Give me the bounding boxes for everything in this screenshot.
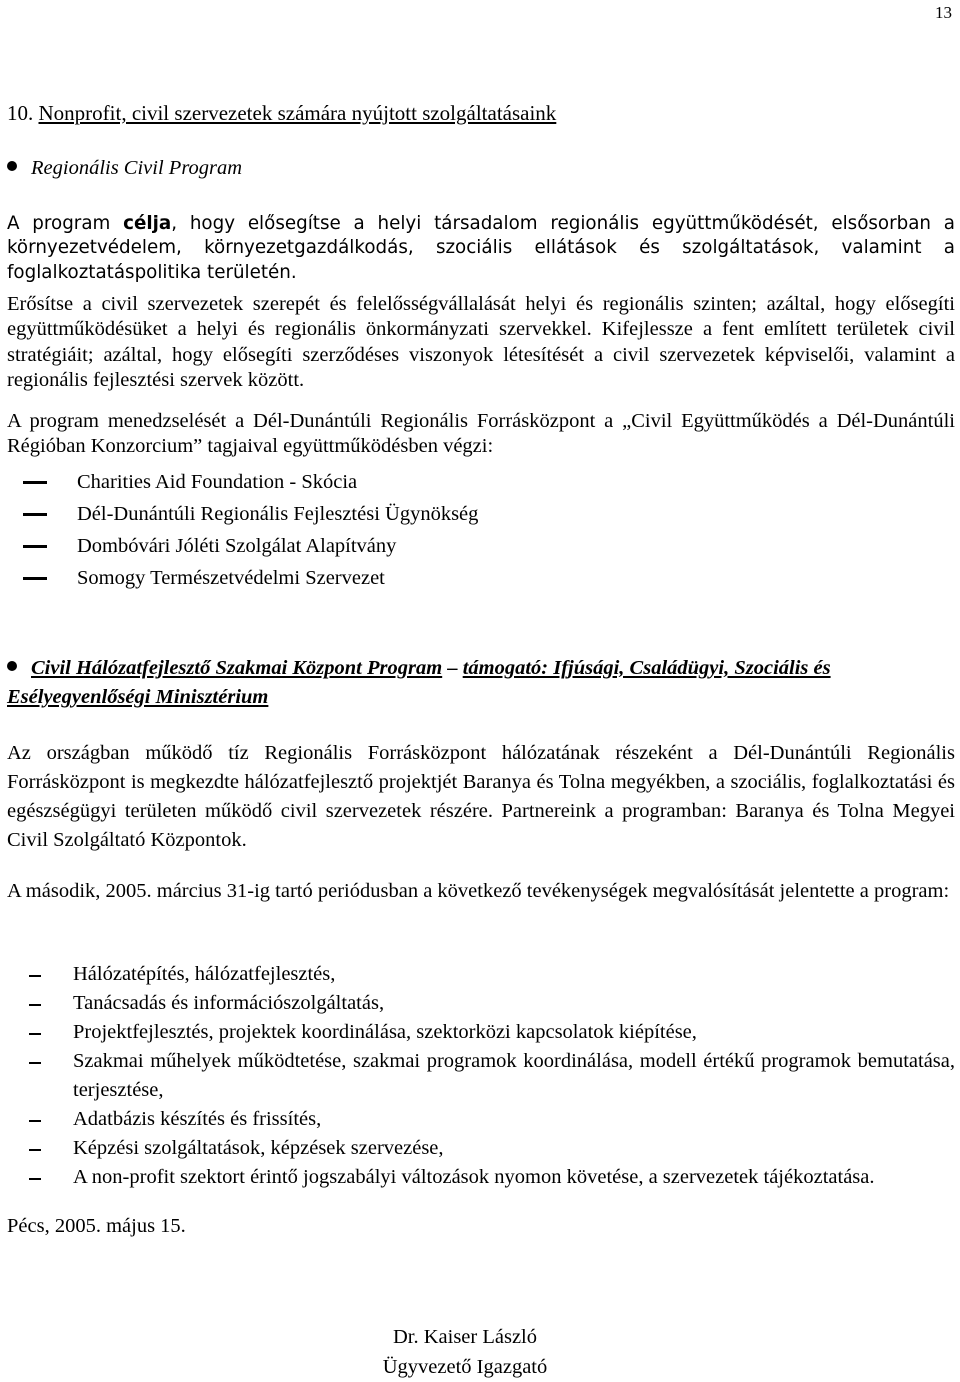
activity-text: Projektfejlesztés, projektek koordinálása, szektorközi kapcsolatok kiépítése, [73,1021,697,1043]
list-item [7,530,478,562]
dash-icon [29,1178,41,1180]
activity-text: Hálózatépítés, hálózatfejlesztés, [73,963,336,985]
dash-icon [29,975,41,977]
title-separator: – [442,657,463,679]
signature-block [340,1322,590,1382]
dash-icon [23,513,47,516]
list-item [7,1105,955,1134]
partner-name: Dél-Dunántúli Regionális Fejlesztési Ügynökség [77,503,479,525]
goal-prefix: A program [7,213,124,234]
dash-icon [23,545,47,548]
paragraph-strengthen: Erősítse a civil szervezetek szerepét és felelősségvállalását helyi és regionális szinten; azáltal, hogy elősegíti együttműködésüket a helyi és regionális önkormányzati szervekkel. Kifejlessze a fent említett területek civil stratégiáit; azáltal, hogy elősegíti szerződéses viszonyok létesítését a civil szervezetek képviselői, valamint a regionális fejlesztési szervek között. [7,293,955,392]
dash-icon [29,1062,41,1064]
signer-name: Dr. Kaiser László [392,1326,538,1348]
list-item [7,1134,955,1163]
place-date: Pécs, 2005. május 15. [7,1215,186,1237]
goal-text: , hogy elősegítse a helyi társadalom regionális együttműködését, elsősorban a környezetvédelem, környezetgazdálkodás, szociális ellátások és szolgáltatások, valamint a foglalkoztatáspolitika területén. [7,213,956,283]
goal-keyword: célja [123,213,172,234]
activity-text: Szakmai műhelyek működtetése, szakmai programok koordinálása, modell értékű programok bemutatása, terjesztése, [73,1050,955,1101]
activity-text: A non-profit szektort érintő jogszabályi változások nyomon követése, a szervezetek tájékoztatása. [73,1166,875,1188]
list-item [7,1018,955,1047]
bullet-icon [7,661,17,671]
signer-title: Ügyvezető Igazgató [382,1356,548,1378]
dash-icon [23,481,47,484]
paragraph-management: A program menedzselését a Dél-Dunántúli Regionális Forrásközpont a „Civil Együttműködés a Dél-Dunántúli Régióban Konzorcium” tagjaival együttműködésben végzi: [7,410,955,458]
list-item [7,989,955,1018]
dash-icon [29,1120,41,1122]
program-sponsor-text: támogató: Ifjúsági, Családügyi, Szociális és Esélyegyenlőségi Minisztérium [7,657,831,708]
paragraph-program-goal [7,212,955,285]
partner-name: Dombóvári Jóléti Szolgálat Alapítvány [77,535,397,557]
partner-list [7,466,478,594]
program-title-text: Civil Hálózatfejlesztő Szakmai Központ Program [31,657,443,679]
partner-name: Somogy Természetvédelmi Szervezet [77,567,385,589]
paragraph-network-intro: Az országban működő tíz Regionális Forrásközpont hálózatának részeként a Dél-Dunántúli Regionális Forrásközpont is megkezdte hálózatfejlesztő projektjét Baranya és Tolna megyékben, a szociális, foglalkoztatási és egészségügyi területen működő civil szervezetek részére. Partnereink a programban: Baranya és Tolna Megyei Civil Szolgáltató Központok. [7,742,955,851]
activity-text: Adatbázis készítés és frissítés, [73,1108,322,1130]
activity-text: Tanácsadás és információszolgáltatás, [73,992,385,1014]
paragraph-period: A második, 2005. március 31-ig tartó periódusban a következő tevékenységek megvalósítását jelentette a program: [7,880,950,902]
program-title-regional [7,156,242,181]
partner-name: Charities Aid Foundation - Skócia [77,471,358,493]
list-item [7,562,478,594]
program-title-network [7,654,955,712]
list-item [7,1163,955,1192]
dash-icon [29,1033,41,1035]
page-number: 13 [935,3,952,22]
list-item [7,466,478,498]
activity-list [7,960,955,1192]
dash-icon [29,1149,41,1151]
bullet-icon [7,161,17,171]
list-item [7,960,955,989]
list-item [7,498,478,530]
list-item [7,1047,955,1105]
dash-icon [23,577,47,580]
activity-text: Képzési szolgáltatások, képzések szervezése, [73,1137,444,1159]
section-heading [7,100,556,126]
program-title-text: Regionális Civil Program [31,157,243,179]
dash-icon [29,1004,41,1006]
heading-number: 10. [7,101,34,125]
heading-title: Nonprofit, civil szervezetek számára nyújtott szolgáltatásaink [38,101,557,125]
